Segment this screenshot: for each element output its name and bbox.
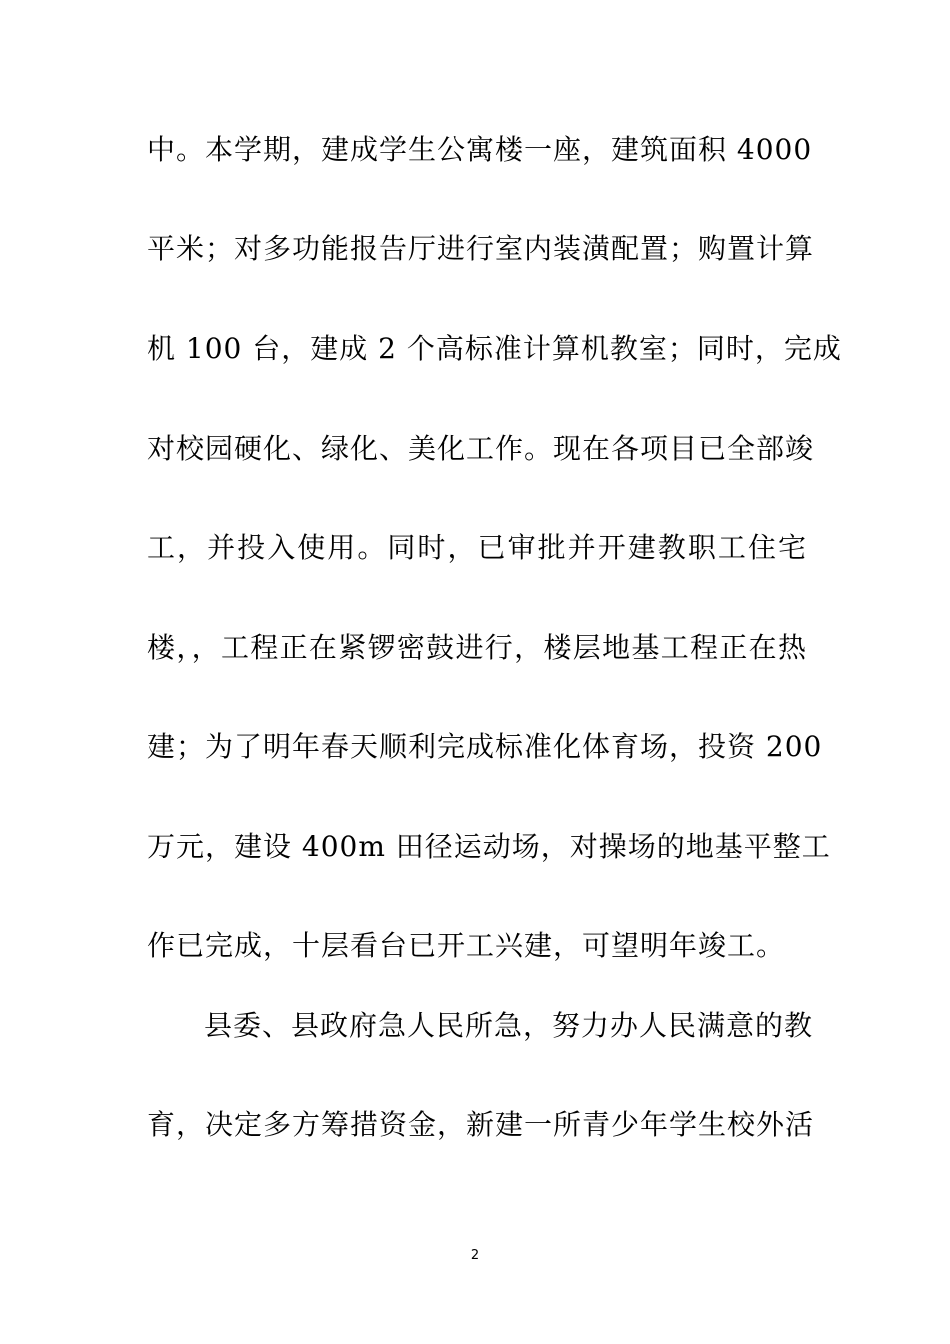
body-text-line-4: 对校园硬化、绿化、美化工作。现在各项目已全部竣 bbox=[147, 432, 815, 465]
body-text-line-6: 楼，，工程正在紧锣密鼓进行，楼层地基工程正在热 bbox=[147, 631, 807, 664]
paragraph-2-line-2: 育，决定多方筹措资金，新建一所青少年学生校外活 bbox=[147, 1108, 815, 1141]
body-text-line-3: 机 100 台，建成 2 个高标准计算机教室；同时，完成 bbox=[147, 332, 842, 365]
body-text-line-2: 平米；对多功能报告厅进行室内装潢配置；购置计算 bbox=[147, 232, 815, 265]
body-text-line-7: 建；为了明年春天顺利完成标准化体育场，投资 200 bbox=[147, 730, 823, 763]
body-text-line-9: 作已完成，十层看台已开工兴建，可望明年竣工。 bbox=[147, 929, 786, 962]
paragraph-2-line-1: 县委、县政府急人民所急，努力办人民满意的教 bbox=[204, 1009, 814, 1042]
body-text-line-1: 中。本学期，建成学生公寓楼一座，建筑面积 4000 bbox=[147, 133, 813, 166]
page-number: 2 bbox=[470, 1248, 480, 1263]
body-text-line-8: 万元，建设 400m 田径运动场，对操场的地基平整工 bbox=[147, 830, 831, 863]
body-text-line-5: 工，并投入使用。同时，已审批并开建教职工住宅 bbox=[147, 531, 807, 564]
